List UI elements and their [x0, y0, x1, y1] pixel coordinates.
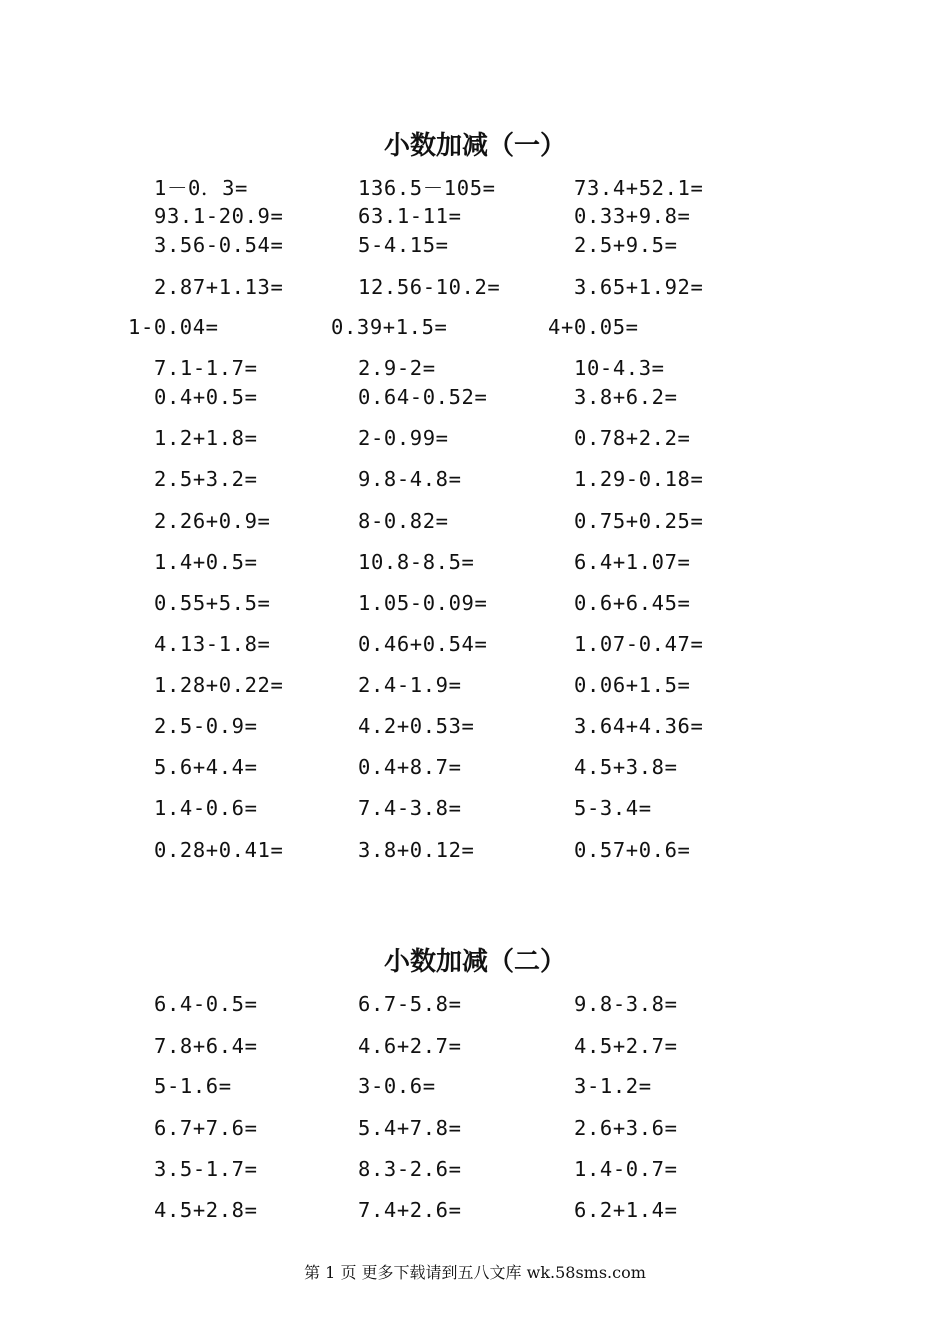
problem-expression: 0.46+0.54= — [358, 632, 488, 656]
problem-expression: 4.5+2.7= — [574, 1034, 678, 1058]
problem-expression: 10.8-8.5= — [358, 550, 475, 574]
problem-expression: 0.4+0.5= — [154, 385, 258, 409]
problem-row — [0, 382, 950, 412]
problem-expression: 0.33+9.8= — [574, 204, 691, 228]
problem-expression: 1.28+0.22= — [154, 673, 284, 697]
problem-expression: 7.8+6.4= — [154, 1034, 258, 1058]
problem-expression: 0.75+0.25= — [574, 509, 704, 533]
problem-expression: 4+0.05= — [548, 315, 639, 339]
problem-expression: 63.1-11= — [358, 204, 462, 228]
problem-expression: 93.1-20.9= — [154, 204, 284, 228]
problem-expression: 0.39+1.5= — [331, 315, 448, 339]
problem-expression: 1.07-0.47= — [574, 632, 704, 656]
problem-expression: 1.4-0.6= — [154, 796, 258, 820]
problem-expression: 7.4-3.8= — [358, 796, 462, 820]
problem-expression: 1－0．3= — [154, 176, 248, 200]
problem-expression: 73.4+52.1= — [574, 176, 704, 200]
problem-expression: 2.87+1.13= — [154, 275, 284, 299]
problem-expression: 1.4+0.5= — [154, 550, 258, 574]
problem-row — [0, 230, 950, 260]
problem-row — [0, 1195, 950, 1225]
problem-expression: 7.4+2.6= — [358, 1198, 462, 1222]
page-footer: 第 1 页 更多下载请到五八文库 wk.58sms.com — [304, 1263, 646, 1282]
problem-expression: 9.8-4.8= — [358, 467, 462, 491]
problem-expression: 3.64+4.36= — [574, 714, 704, 738]
problem-expression: 2.6+3.6= — [574, 1116, 678, 1140]
problem-expression: 10-4.3= — [574, 356, 665, 380]
problem-expression: 3.5-1.7= — [154, 1157, 258, 1181]
problem-expression: 1-0.04= — [128, 315, 219, 339]
problem-expression: 0.06+1.5= — [574, 673, 691, 697]
problem-row — [0, 670, 950, 700]
problem-expression: 6.4+1.07= — [574, 550, 691, 574]
problem-row — [0, 711, 950, 741]
problem-row — [0, 752, 950, 782]
problem-expression: 3.8+0.12= — [358, 838, 475, 862]
problem-expression: 12.56-10.2= — [358, 275, 501, 299]
problem-expression: 4.5+2.8= — [154, 1198, 258, 1222]
problem-expression: 8.3-2.6= — [358, 1157, 462, 1181]
problem-expression: 2.4-1.9= — [358, 673, 462, 697]
problem-row — [0, 989, 950, 1019]
problem-expression: 5.4+7.8= — [358, 1116, 462, 1140]
problem-expression: 7.1-1.7= — [154, 356, 258, 380]
problem-expression: 4.5+3.8= — [574, 755, 678, 779]
problem-expression: 2.9-2= — [358, 356, 436, 380]
problem-expression: 2.5-0.9= — [154, 714, 258, 738]
problem-expression: 6.4-0.5= — [154, 992, 258, 1016]
problem-expression: 5-1.6= — [154, 1074, 232, 1098]
problem-expression: 2.26+0.9= — [154, 509, 271, 533]
problem-row — [0, 547, 950, 577]
problem-row — [0, 793, 950, 823]
problem-expression: 1.4-0.7= — [574, 1157, 678, 1181]
problem-expression: 136.5－105= — [358, 176, 496, 200]
problem-row — [0, 835, 950, 865]
problem-expression: 5.6+4.4= — [154, 755, 258, 779]
problem-row — [0, 1154, 950, 1184]
problem-expression: 4.6+2.7= — [358, 1034, 462, 1058]
problem-expression: 1.29-0.18= — [574, 467, 704, 491]
problem-expression: 3.65+1.92= — [574, 275, 704, 299]
problem-expression: 0.78+2.2= — [574, 426, 691, 450]
problem-row — [0, 506, 950, 536]
problem-expression: 4.13-1.8= — [154, 632, 271, 656]
problem-row — [0, 1113, 950, 1143]
problem-expression: 6.7-5.8= — [358, 992, 462, 1016]
problem-expression: 0.64-0.52= — [358, 385, 488, 409]
problem-expression: 2.5+3.2= — [154, 467, 258, 491]
problem-row — [0, 588, 950, 618]
problem-row — [0, 423, 950, 453]
problem-expression: 0.57+0.6= — [574, 838, 691, 862]
problem-row — [0, 312, 950, 342]
problem-expression: 1.2+1.8= — [154, 426, 258, 450]
problem-expression: 3.56-0.54= — [154, 233, 284, 257]
problem-expression: 5-4.15= — [358, 233, 449, 257]
problem-expression: 1.05-0.09= — [358, 591, 488, 615]
problem-expression: 2.5+9.5= — [574, 233, 678, 257]
problem-expression: 3-1.2= — [574, 1074, 652, 1098]
problem-expression: 6.2+1.4= — [574, 1198, 678, 1222]
section-1-title: 小数加减（一） — [383, 131, 566, 161]
problem-expression: 2-0.99= — [358, 426, 449, 450]
problem-expression: 9.8-3.8= — [574, 992, 678, 1016]
problem-expression: 3.8+6.2= — [574, 385, 678, 409]
problem-row — [0, 464, 950, 494]
problem-expression: 5-3.4= — [574, 796, 652, 820]
problem-row — [0, 1031, 950, 1061]
problem-expression: 0.4+8.7= — [358, 755, 462, 779]
problem-row — [0, 272, 950, 302]
problem-expression: 8-0.82= — [358, 509, 449, 533]
section-2-title: 小数加减（二） — [383, 947, 566, 977]
problem-expression: 3-0.6= — [358, 1074, 436, 1098]
problem-expression: 6.7+7.6= — [154, 1116, 258, 1140]
problem-row — [0, 201, 950, 231]
problem-expression: 0.28+0.41= — [154, 838, 284, 862]
problem-row — [0, 353, 950, 383]
problem-row — [0, 629, 950, 659]
problem-row — [0, 173, 950, 203]
problem-expression: 0.6+6.45= — [574, 591, 691, 615]
problem-expression: 4.2+0.53= — [358, 714, 475, 738]
problem-expression: 0.55+5.5= — [154, 591, 271, 615]
problem-row — [0, 1071, 950, 1101]
